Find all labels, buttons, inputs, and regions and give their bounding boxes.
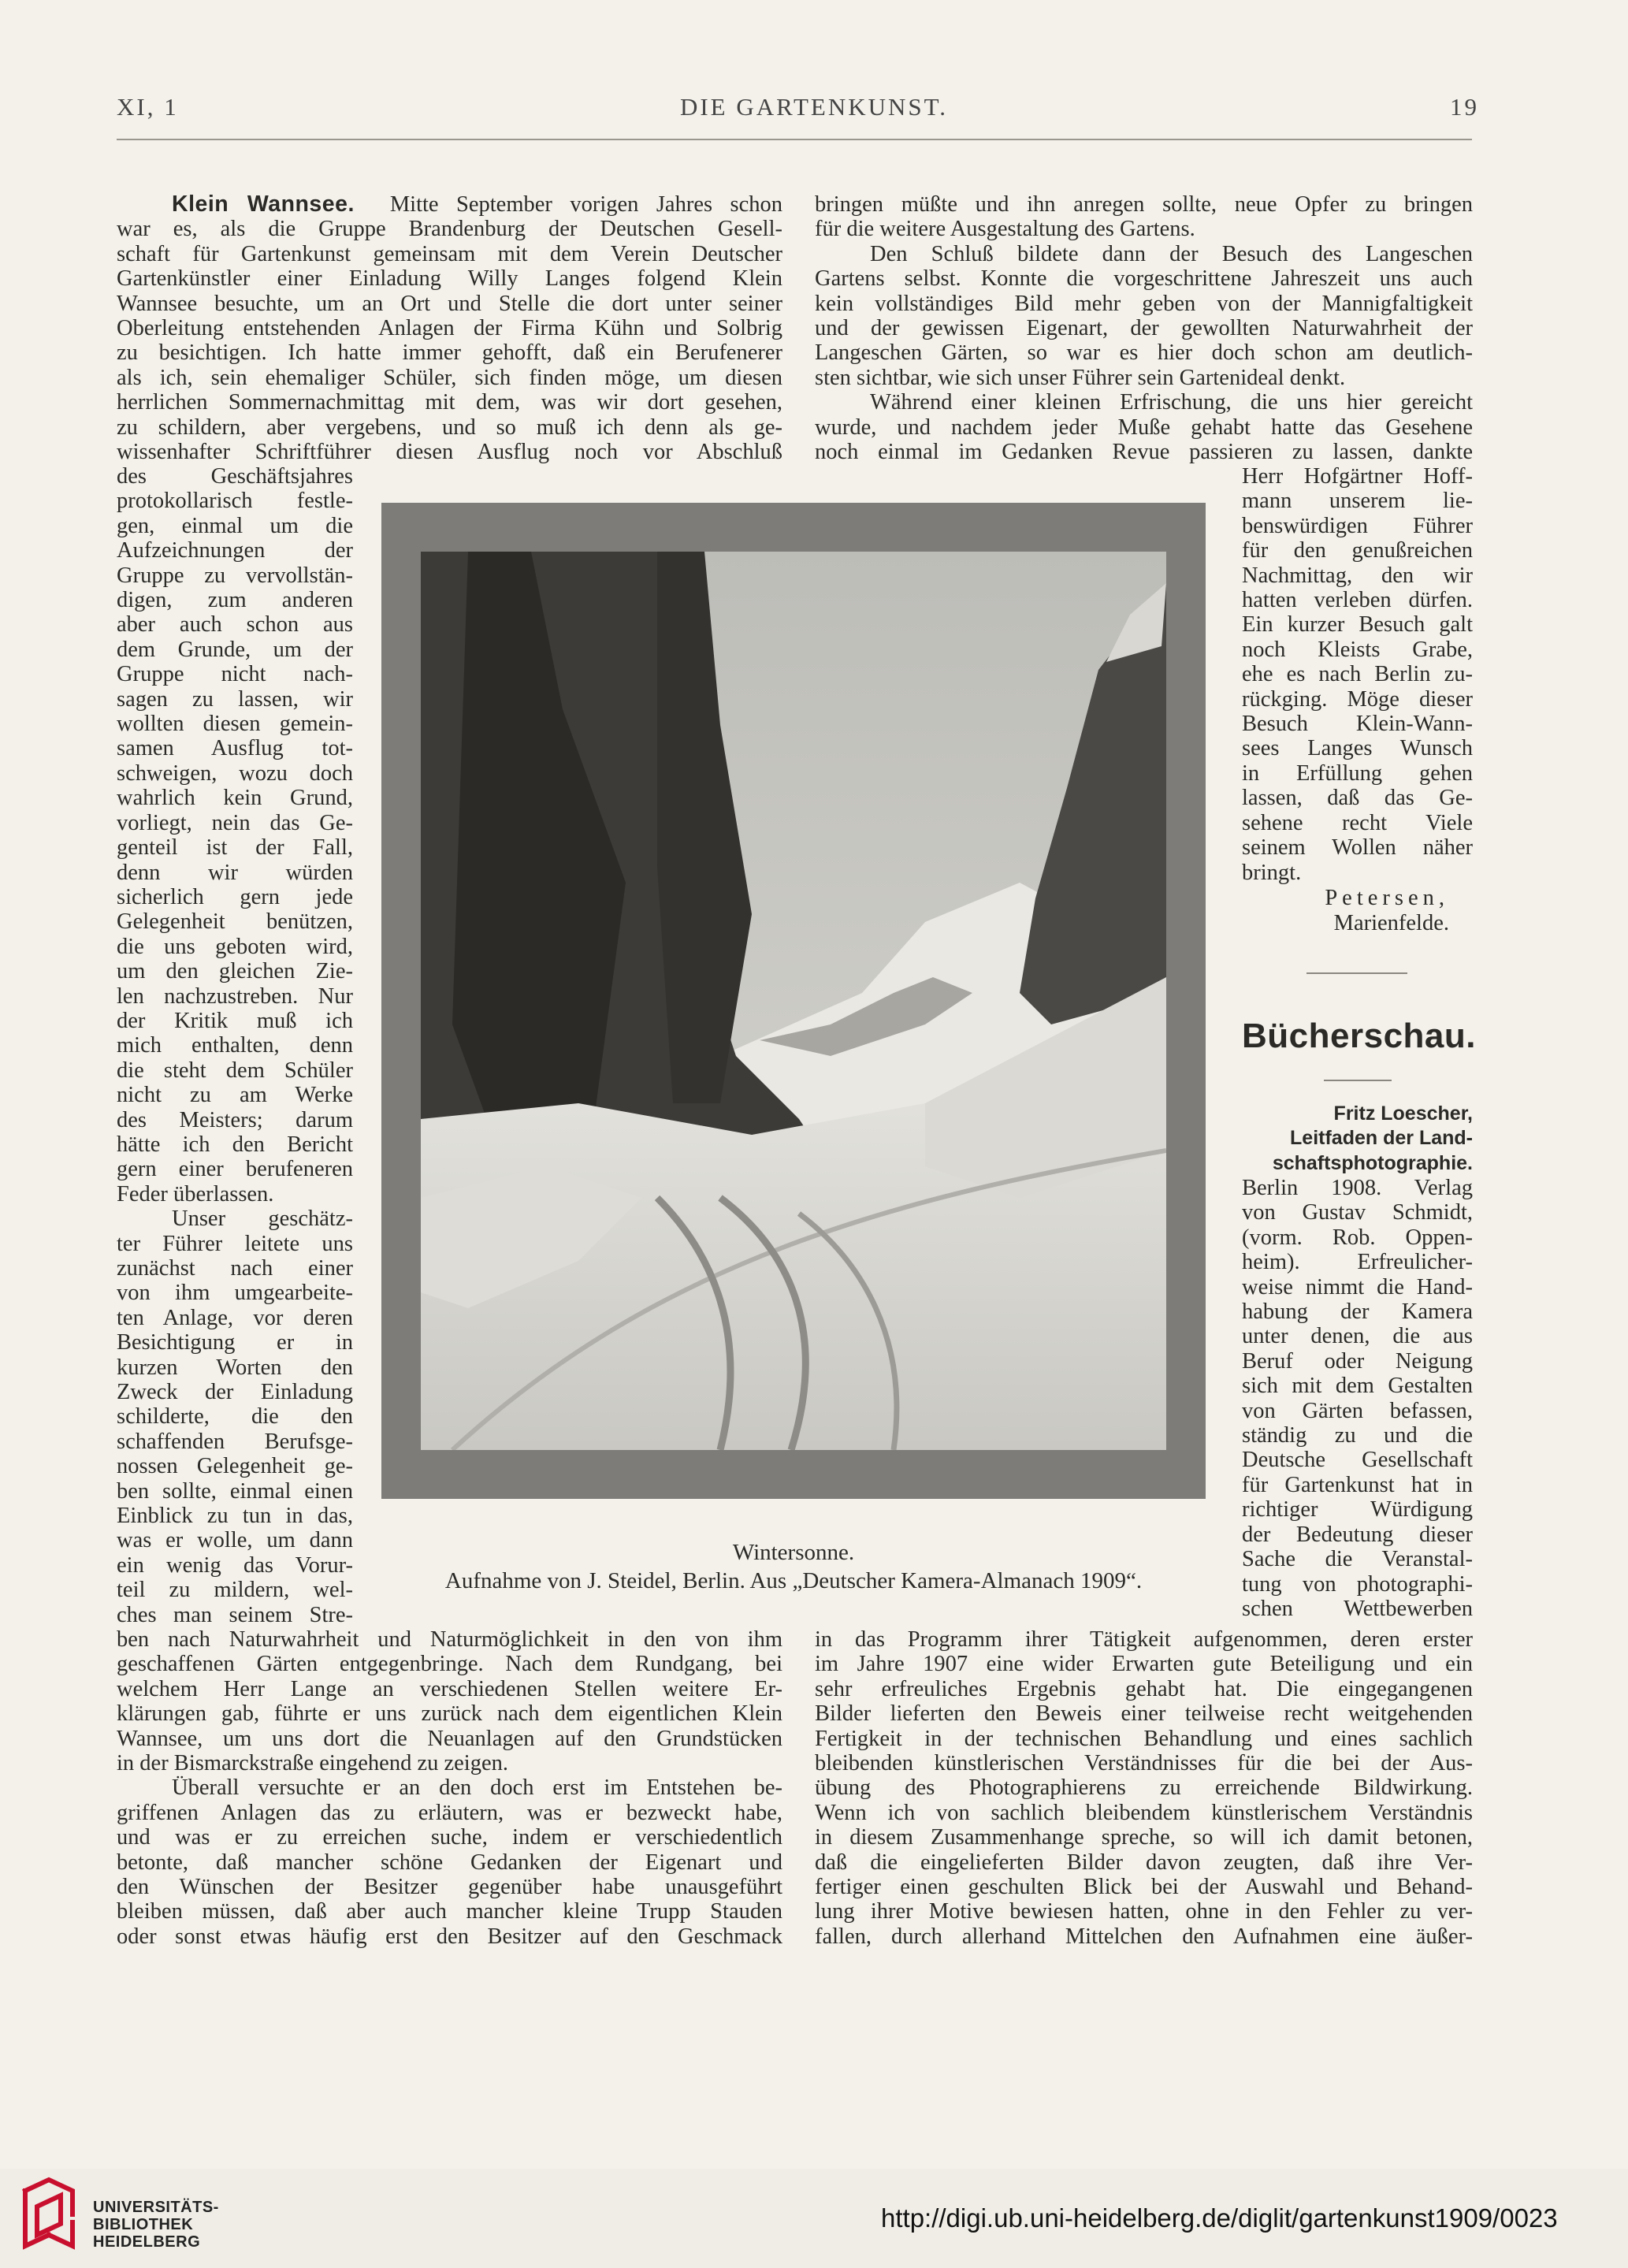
library-name-line: UNIVERSITÄTS-	[93, 2199, 219, 2216]
line: herrlichen Sommernachmittag mit dem, was wir dort gesehen,	[117, 390, 782, 415]
line: schweigen, wozu doch	[117, 760, 353, 786]
line: (vorm. Rob. Oppen-	[1242, 1225, 1473, 1250]
line: zunächst nach einer	[117, 1256, 353, 1281]
signature-name: Petersen,	[1325, 886, 1449, 910]
line: Gruppe nicht nach-	[117, 662, 353, 687]
line: mich enthalten, denn	[117, 1033, 353, 1058]
line: samen Ausflug tot-	[117, 736, 353, 761]
line: in der Bismarckstraße eingehend zu zeigen.	[117, 1751, 508, 1776]
line: was er wolle, um dann	[117, 1528, 353, 1553]
line: ben sollte, einmal einen	[117, 1478, 353, 1504]
left-column-narrow	[117, 464, 353, 1627]
line: ches man seinem Stre-	[117, 1602, 353, 1627]
book-title-line: schaftsphotographie.	[1272, 1151, 1473, 1174]
line: Berlin 1908. Verlag	[1242, 1176, 1473, 1200]
line: Zweck der Einladung	[117, 1380, 353, 1405]
line: nicht zu am Werke	[117, 1083, 353, 1108]
line: für den genußreichen	[1242, 538, 1473, 563]
line: sich mit dem Gestalten	[1242, 1374, 1473, 1399]
line: kurzen Worten den	[117, 1355, 353, 1380]
line: Feder überlassen.	[117, 1181, 274, 1207]
line: daß die eingelieferten Bilder davon zeugten, daß ihre Ver-	[815, 1850, 1473, 1875]
line: vorliegt, nein das Ge-	[117, 810, 353, 835]
line: den Wünschen der Besitzer gegenüber habe unausgeführt	[117, 1875, 782, 1900]
line: fertiger einen geschulten Blick bei der Auswahl und Behand-	[815, 1875, 1473, 1900]
line: bleibenden künstlerischen Verständnisses für die bei der Aus-	[815, 1751, 1473, 1776]
figure-caption-credit: Aufnahme von J. Steidel, Berlin. Aus „Deutscher Kamera-Almanach 1909“.	[444, 1568, 1143, 1593]
line: betonte, daß mancher schöne Gedanken der Eigenart und	[117, 1850, 782, 1875]
line: Besichtigung er in	[117, 1330, 353, 1355]
line: seinem Wollen näher	[1242, 835, 1473, 861]
line: protokollarisch festle-	[117, 489, 353, 514]
line: schen Wettbewerben	[1242, 1596, 1473, 1621]
signature-place: Marienfelde.	[1333, 911, 1449, 935]
line: oder sonst etwas häufig erst den Besitzer auf den Geschmack	[117, 1924, 782, 1949]
line: übung des Photographierens zu erreichende Bildwirkung.	[815, 1775, 1473, 1801]
line: für Gartenkunst hat in	[1242, 1472, 1473, 1497]
line: Unser geschätz-	[172, 1207, 353, 1232]
line: zu schildern, aber vergebens, und so muß ich denn als ge-	[117, 415, 782, 440]
line: bleiben müssen, daß aber auch mancher kleine Trupp Stauden	[117, 1899, 782, 1924]
line: zu besichtigen. Ich hatte immer gehofft, daß ein Berufenerer	[117, 340, 782, 366]
line: digen, zum anderen	[117, 588, 353, 613]
line: benswürdigen Führer	[1242, 513, 1473, 538]
line: ter Führer leitete uns	[117, 1231, 353, 1256]
line: Wannsee besuchte, um an Ort und Stelle die dort unter seiner	[117, 291, 782, 316]
separator-rule-small	[1324, 1080, 1392, 1081]
line: ein wenig das Vorur-	[117, 1552, 353, 1578]
library-name-line: BIBLIOTHEK	[93, 2216, 194, 2233]
line: Wannsee, um uns dort die Neuanlagen auf den Grundstücken	[117, 1726, 782, 1751]
line: nossen Gelegenheit ge-	[117, 1454, 353, 1479]
line: klärungen gab, führte er uns zurück nach dem eigentlichen Klein	[117, 1701, 782, 1727]
line: bringen müßte und ihn anregen sollte, neue Opfer zu bringen	[815, 192, 1473, 217]
line: teil zu mildern, wel-	[117, 1578, 353, 1603]
line: der Bedeutung dieser	[1242, 1522, 1473, 1547]
header-volume: XI, 1	[117, 93, 179, 121]
line: und was er zu erreichen suche, indem er verschiedentlich	[117, 1825, 782, 1850]
line: um den gleichen Zie-	[117, 959, 353, 984]
line: für die weitere Ausgestaltung des Gartens.	[815, 217, 1195, 242]
line: wollten diesen gemein-	[117, 712, 353, 737]
line: Gelegenheit benützen,	[117, 909, 353, 935]
source-url-link[interactable]: http://digi.ub.uni-heidelberg.de/diglit/gartenkunst1909/0023	[881, 2203, 1558, 2233]
line: Beruf oder Neigung	[1242, 1348, 1473, 1374]
library-name	[93, 2199, 219, 2251]
line: die steht dem Schüler	[117, 1058, 353, 1083]
header-page-number: 19	[1450, 93, 1479, 121]
book-title-line: Fritz Loescher,	[1333, 1102, 1473, 1125]
line: ehe es nach Berlin zu-	[1242, 662, 1473, 687]
line: Überall versuchte er an den doch erst im Entstehen be-	[172, 1775, 782, 1801]
line: noch Kleists Grabe,	[1242, 637, 1473, 662]
line: schaffenden Berufsge-	[117, 1429, 353, 1454]
line: hatten verleben dürfen.	[1242, 588, 1473, 613]
line: von Gustav Schmidt,	[1242, 1200, 1473, 1225]
line: Gartenkünstler einer Einladung Willy Langes folgend Klein	[117, 266, 782, 292]
line: Deutsche Gesellschaft	[1242, 1448, 1473, 1473]
line: Nachmittag, den wir	[1242, 563, 1473, 588]
line: schilderte, die den	[117, 1404, 353, 1430]
line: in Erfüllung gehen	[1242, 760, 1473, 786]
line: von ihm umgearbeite-	[117, 1281, 353, 1306]
line: sees Langes Wunsch	[1242, 736, 1473, 761]
line: ten Anlage, vor deren	[117, 1305, 353, 1330]
line: richtiger Würdigung	[1242, 1497, 1473, 1523]
line: Gruppe zu vervollstän-	[117, 563, 353, 588]
line: Herr Hofgärtner Hoff-	[1242, 464, 1473, 489]
line: Sache die Veranstal-	[1242, 1547, 1473, 1572]
header-rule	[117, 139, 1472, 140]
line: Besuch Klein-Wann-	[1242, 712, 1473, 737]
line: unter denen, die aus	[1242, 1324, 1473, 1349]
line: sehr erfreuliches Ergebnis gehabt hat. Die eingegangenen	[815, 1676, 1473, 1701]
line: griffenen Anlagen das zu erläutern, was er bezweckt habe,	[117, 1800, 782, 1825]
line: Gartens selbst. Konnte die vorgeschrittene Jahreszeit uns auch	[815, 266, 1473, 292]
line: Bilder lieferten den Beweis einer teilweise recht weitgehenden	[815, 1701, 1473, 1727]
line: ben nach Naturwahrheit und Naturmöglichkeit in den von ihm	[117, 1627, 782, 1652]
line: sagen zu lassen, wir	[117, 686, 353, 712]
line: Aufzeichnungen der	[117, 538, 353, 563]
line: aber auch schon aus	[117, 612, 353, 638]
line: wissenhafter Schriftführer diesen Ausflug noch vor Abschluß	[117, 440, 782, 465]
line: kein vollständiges Bild mehr geben von der Mannigfaltigkeit	[815, 291, 1473, 316]
line: tung von photographi-	[1242, 1571, 1473, 1597]
line: des Geschäftsjahres	[117, 464, 353, 489]
line: welchem Herr Lange an verschiedenen Stellen weitere Er-	[117, 1676, 782, 1701]
line: schaft für Gartenkunst gemeinsam mit dem Verein Deutscher	[117, 241, 782, 266]
line: mann unserem lie-	[1242, 489, 1473, 514]
line: wurde, und nachdem jeder Muße gehabt hatte das Gesehene	[815, 415, 1473, 440]
line: bringt.	[1242, 860, 1302, 885]
winter-photo	[421, 552, 1166, 1450]
line: denn wir würden	[117, 860, 353, 885]
line: len nachzustreben. Nur	[117, 983, 353, 1009]
line: fallen, durch allerhand Mittelchen den Aufnahmen eine äußer-	[815, 1924, 1473, 1949]
library-logo-icon	[17, 2175, 88, 2254]
line: genteil ist der Fall,	[117, 835, 353, 861]
line: wahrlich kein Grund,	[117, 786, 353, 811]
line: geschaffenen Gärten entgegenbringe. Nach dem Rundgang, bei	[117, 1652, 782, 1677]
line: habung der Kamera	[1242, 1299, 1473, 1325]
left-column-top	[117, 192, 782, 464]
article-heading: Klein Wannsee.	[172, 191, 355, 217]
line: weise nimmt die Hand-	[1242, 1274, 1473, 1299]
separator-rule	[1306, 972, 1407, 974]
line: Einblick zu tun in das,	[117, 1504, 353, 1529]
line: als ich, sein ehemaliger Schüler, sich finden möge, um diesen	[117, 365, 782, 390]
line: sicherlich gern jede	[117, 884, 353, 909]
line: dem Grunde, um der	[117, 637, 353, 662]
line: im Jahre 1907 eine wider Erwarten gute Beteiligung und ein	[815, 1652, 1473, 1677]
line: ständig zu und die	[1242, 1423, 1473, 1448]
line: lassen, daß das Ge-	[1242, 786, 1473, 811]
header-journal-title: DIE GARTENKUNST.	[679, 93, 949, 121]
line: von Gärten befassen,	[1242, 1398, 1473, 1423]
line: war es, als die Gruppe Brandenburg der Deutschen Gesell-	[117, 217, 782, 242]
book-title-line: Leitfaden der Land-	[1290, 1127, 1473, 1150]
line: Oberleitung entstehenden Anlagen der Firma Kühn und Solbrig	[117, 316, 782, 341]
right-column-narrow	[1242, 464, 1473, 885]
line: gern einer berufeneren	[117, 1157, 353, 1182]
figure-caption-title: Wintersonne.	[732, 1540, 855, 1565]
line: und der gewissen Eigenart, der gewollten Naturwahrheit der	[815, 316, 1473, 341]
line: Den Schluß bildete dann der Besuch des Langeschen	[870, 241, 1473, 266]
left-column-bottom	[117, 1627, 782, 1949]
line: heim). Erfreulicher-	[1242, 1250, 1473, 1275]
line: hätte ich den Bericht	[117, 1132, 353, 1157]
line: sehene recht Viele	[1242, 810, 1473, 835]
line: Klein Wannsee. Mitte September vorigen Jahres schon	[172, 191, 783, 217]
line: lung ihrer Motive bewiesen hatten, ohne in den Fehler zu ver-	[815, 1899, 1473, 1924]
line: rückging. Möge dieser	[1242, 686, 1473, 712]
line: noch einmal im Gedanken Revue passieren zu lassen, dankte	[815, 440, 1473, 465]
line: gen, einmal um die	[117, 513, 353, 538]
line: Ein kurzer Besuch galt	[1242, 612, 1473, 638]
line: Fertigkeit in der technischen Behandlung und eines sachlich	[815, 1726, 1473, 1751]
line: in diesem Zusammenhange spreche, so will ich damit betonen,	[815, 1825, 1473, 1850]
right-column-bottom	[815, 1627, 1473, 1949]
line: in das Programm ihrer Tätigkeit aufgenommen, deren erster	[815, 1627, 1473, 1652]
section-title: Bücherschau.	[1242, 1017, 1476, 1055]
line: der Kritik muß ich	[117, 1008, 353, 1033]
line: des Meisters; darum	[117, 1107, 353, 1132]
line: Während einer kleinen Erfrischung, die uns hier gereicht	[870, 390, 1473, 415]
library-name-line: HEIDELBERG	[93, 2233, 201, 2251]
book-title	[1242, 1102, 1473, 1176]
line: Wenn ich von sachlich bleibendem künstlerischem Verständnis	[815, 1800, 1473, 1825]
line: die uns geboten wird,	[117, 934, 353, 959]
book-review-narrow	[1242, 1176, 1473, 1621]
line: sten sichtbar, wie sich unser Führer sein Gartenideal denkt.	[815, 365, 1346, 390]
right-column-top	[815, 192, 1473, 464]
line: Langeschen Gärten, so war es hier doch schon am deutlich-	[815, 340, 1473, 366]
